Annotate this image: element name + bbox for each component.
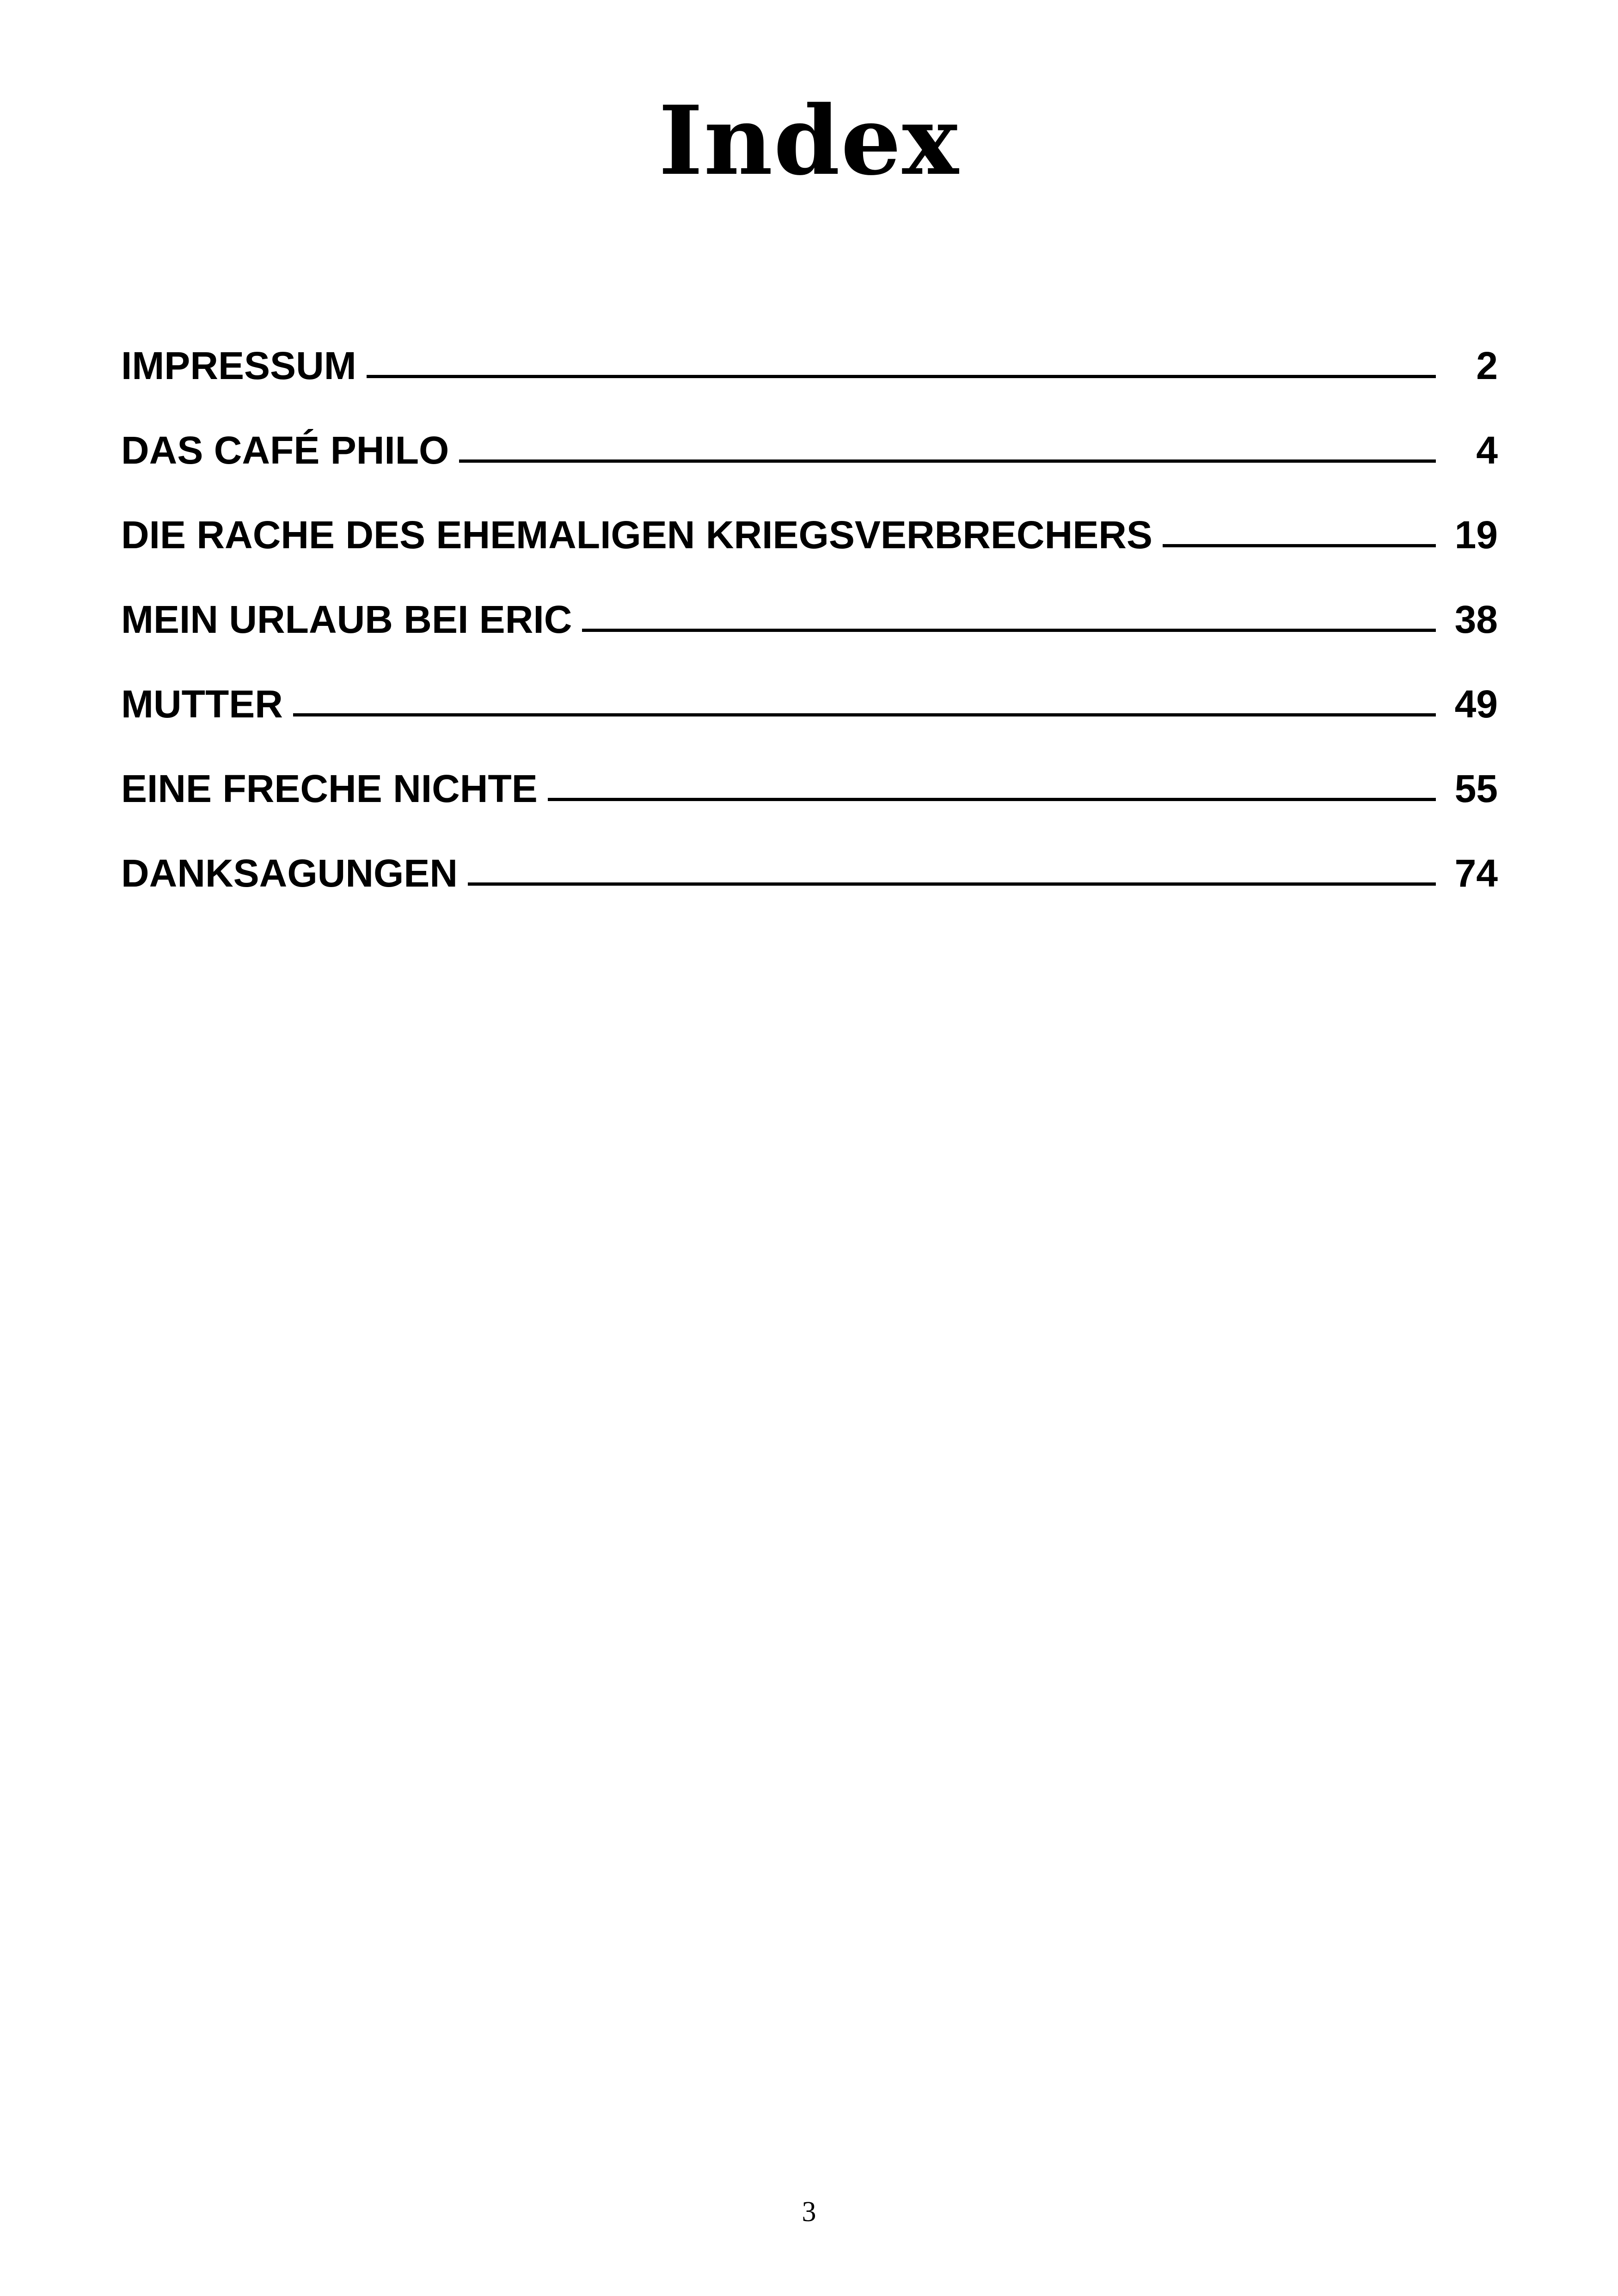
toc-entry-page: 19 bbox=[1454, 513, 1498, 557]
toc-entry-page: 49 bbox=[1454, 682, 1498, 726]
toc-entry-page: 4 bbox=[1476, 429, 1498, 472]
toc-leader-line bbox=[1163, 544, 1436, 547]
toc-entry-das-cafe-philo bbox=[121, 408, 1498, 493]
toc-leader-line bbox=[293, 713, 1436, 716]
toc-entry-title: MUTTER bbox=[121, 682, 283, 726]
toc-entry-mutter bbox=[121, 662, 1498, 747]
toc-entry-title: DANKSAGUNGEN bbox=[121, 851, 458, 895]
toc-entry-title: IMPRESSUM bbox=[121, 344, 356, 387]
toc-entry-eine-freche-nichte bbox=[121, 747, 1498, 831]
toc-leader-line bbox=[459, 459, 1436, 463]
toc-entry-impressum bbox=[121, 324, 1498, 408]
toc-leader-line bbox=[548, 798, 1436, 801]
toc-entry-page: 74 bbox=[1454, 851, 1498, 895]
toc-entry-page: 38 bbox=[1454, 598, 1498, 641]
toc-entry-title: DIE RACHE DES EHEMALIGEN KRIEGSVERBRECHERS bbox=[121, 513, 1152, 557]
toc-entry-mein-urlaub bbox=[121, 577, 1498, 662]
table-of-contents bbox=[121, 324, 1498, 916]
toc-entry-danksagungen bbox=[121, 831, 1498, 916]
toc-entry-title: EINE FRECHE NICHTE bbox=[121, 767, 538, 810]
toc-entry-die-rache bbox=[121, 493, 1498, 577]
page-title: Index bbox=[658, 86, 960, 196]
toc-leader-line bbox=[582, 629, 1436, 632]
page-number: 3 bbox=[802, 2196, 816, 2228]
toc-leader-line bbox=[468, 882, 1436, 886]
toc-entry-title: DAS CAFÉ PHILO bbox=[121, 429, 449, 472]
toc-entry-title: MEIN URLAUB BEI ERIC bbox=[121, 598, 572, 641]
toc-entry-page: 2 bbox=[1476, 344, 1498, 387]
toc-entry-page: 55 bbox=[1454, 767, 1498, 810]
toc-leader-line bbox=[367, 375, 1436, 378]
